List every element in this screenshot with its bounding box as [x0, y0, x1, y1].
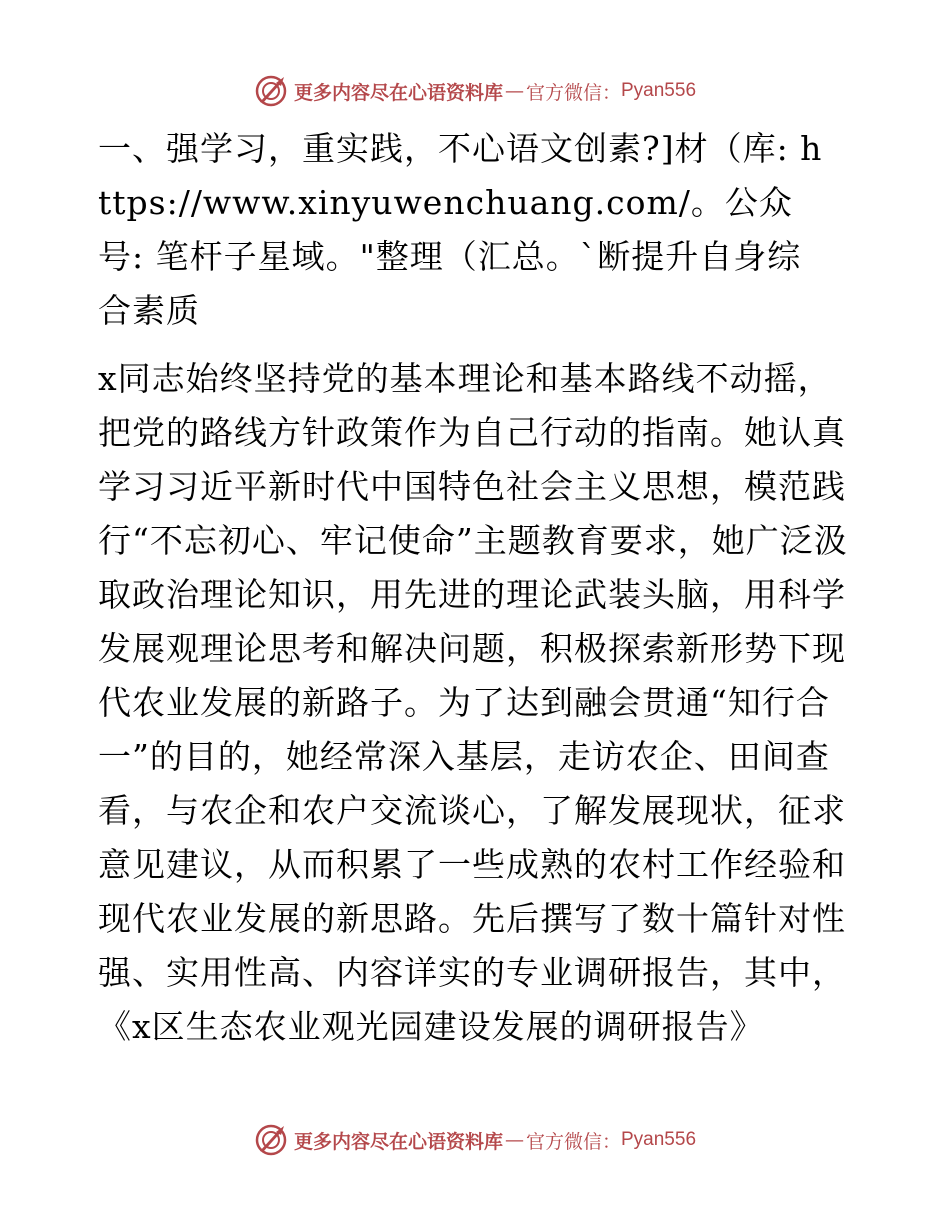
brand-text: 更多内容尽在心语资料库: [293, 1130, 503, 1153]
banner-separator: —: [504, 80, 524, 102]
wechat-handle: Pyan556: [621, 80, 697, 101]
body-paragraph: x同志始终坚持党的基本理论和基本路线不动摇，把党的路线方针政策作为自己行动的指南。她认真学习习近平新时代中国特色社会主义思想，模范践行“不忘初心、牢记使命”主题教育要求，她广泛汲取政治理论知识，用先进的理论武装头脑，用科学发展观理论思考和解决问题，积极探索新形势下现代农业发展的新路子。为了达到融会贯通“知行合一”的目的，她经常深入基层，走访农企、田间查看，与农企和农户交流谈心，了解发展现状，征求意见建议，从而积累了一些成熟的农村工作经验和现代农业发展的新思路。先后撰写了数十篇针对性强、实用性高、内容详实的专业调研报告，其中，《x区生态农业观光园建设发展的调研报告》: [98, 359, 848, 1046]
official-wechat-label: 官方微信：: [525, 81, 621, 104]
document-body: [98, 122, 858, 1054]
quill-logo-icon: [254, 74, 288, 108]
brand-text: 更多内容尽在心语资料库: [293, 81, 503, 104]
wechat-handle: Pyan556: [621, 1129, 697, 1150]
banner-separator: —: [504, 1129, 524, 1151]
header-watermark-banner: [0, 71, 950, 111]
footer-watermark-banner: [0, 1120, 950, 1160]
quill-logo-icon: [254, 1123, 288, 1157]
section-heading: 一、强学习，重实践，不心语文创素?]材（库: https://www.xinyuwenchuang.com/。公众号: 笔杆子星域。"整理（汇总。`断提升自身综合素质: [98, 129, 823, 330]
official-wechat-label: 官方微信：: [525, 1130, 621, 1153]
